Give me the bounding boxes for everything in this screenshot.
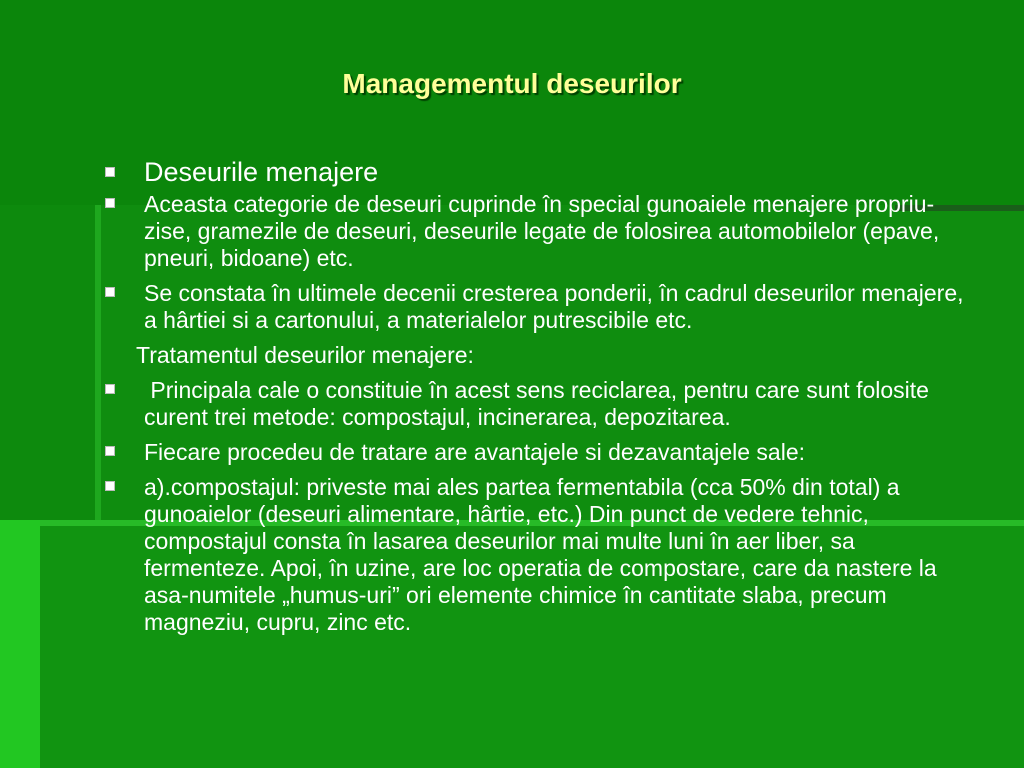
bullet-text: Se constata în ultimele decenii cresterea ponderii, în cadrul deseurilor menajere, a hârtiei si a cartonului, a materialelor putrescibile etc. xyxy=(144,280,964,333)
bullet-text: Fiecare procedeu de tratare are avantajele si dezavantajele sale: xyxy=(144,439,806,465)
bullet-text: Principala cale o constituie în acest sens reciclarea, pentru care sunt folosite curent trei metode: compostajul, incinerarea, depozitarea. xyxy=(144,377,936,430)
bullet-item xyxy=(100,280,980,334)
bullet-text: a).compostajul: priveste mai ales partea fermentabila (cca 50% din total) a gunoaielor (deseuri alimentare, hârtie, etc.) Din punct de vedere tehnic, compostajul consta în lasarea deseurilor mai multe luni în aer liber, sa fermenteze. Apoi, în uzine, are loc operatia de compostare, care da nastere la asa-numitele „humus-uri” ori elemente chimice în cantitate slaba, precum magneziu, cupru, zinc etc. xyxy=(144,474,937,635)
square-bullet-icon xyxy=(106,199,114,207)
bullet-item xyxy=(100,474,980,636)
slide-title: Managementul deseurilor xyxy=(342,68,682,99)
bullet-item xyxy=(100,191,980,272)
square-bullet-icon xyxy=(106,447,114,455)
background-left-strip xyxy=(0,520,40,768)
square-bullet-icon xyxy=(106,385,114,393)
bullet-text: Deseurile menajere xyxy=(144,157,379,187)
square-bullet-icon xyxy=(106,168,114,176)
bullet-item xyxy=(100,377,980,431)
slide-body xyxy=(100,155,980,644)
subheading: Tratamentul deseurilor menajere: xyxy=(136,342,474,368)
bullet-text: Aceasta categorie de deseuri cuprinde în special gunoaiele menajere propriu-zise, gramezile de deseuri, deseurile legate de folosirea automobilelor (epave, pneuri, bidoane) etc. xyxy=(144,191,940,271)
bullet-item xyxy=(100,439,980,466)
square-bullet-icon xyxy=(106,482,114,490)
square-bullet-icon xyxy=(106,288,114,296)
bullet-item xyxy=(100,155,980,189)
